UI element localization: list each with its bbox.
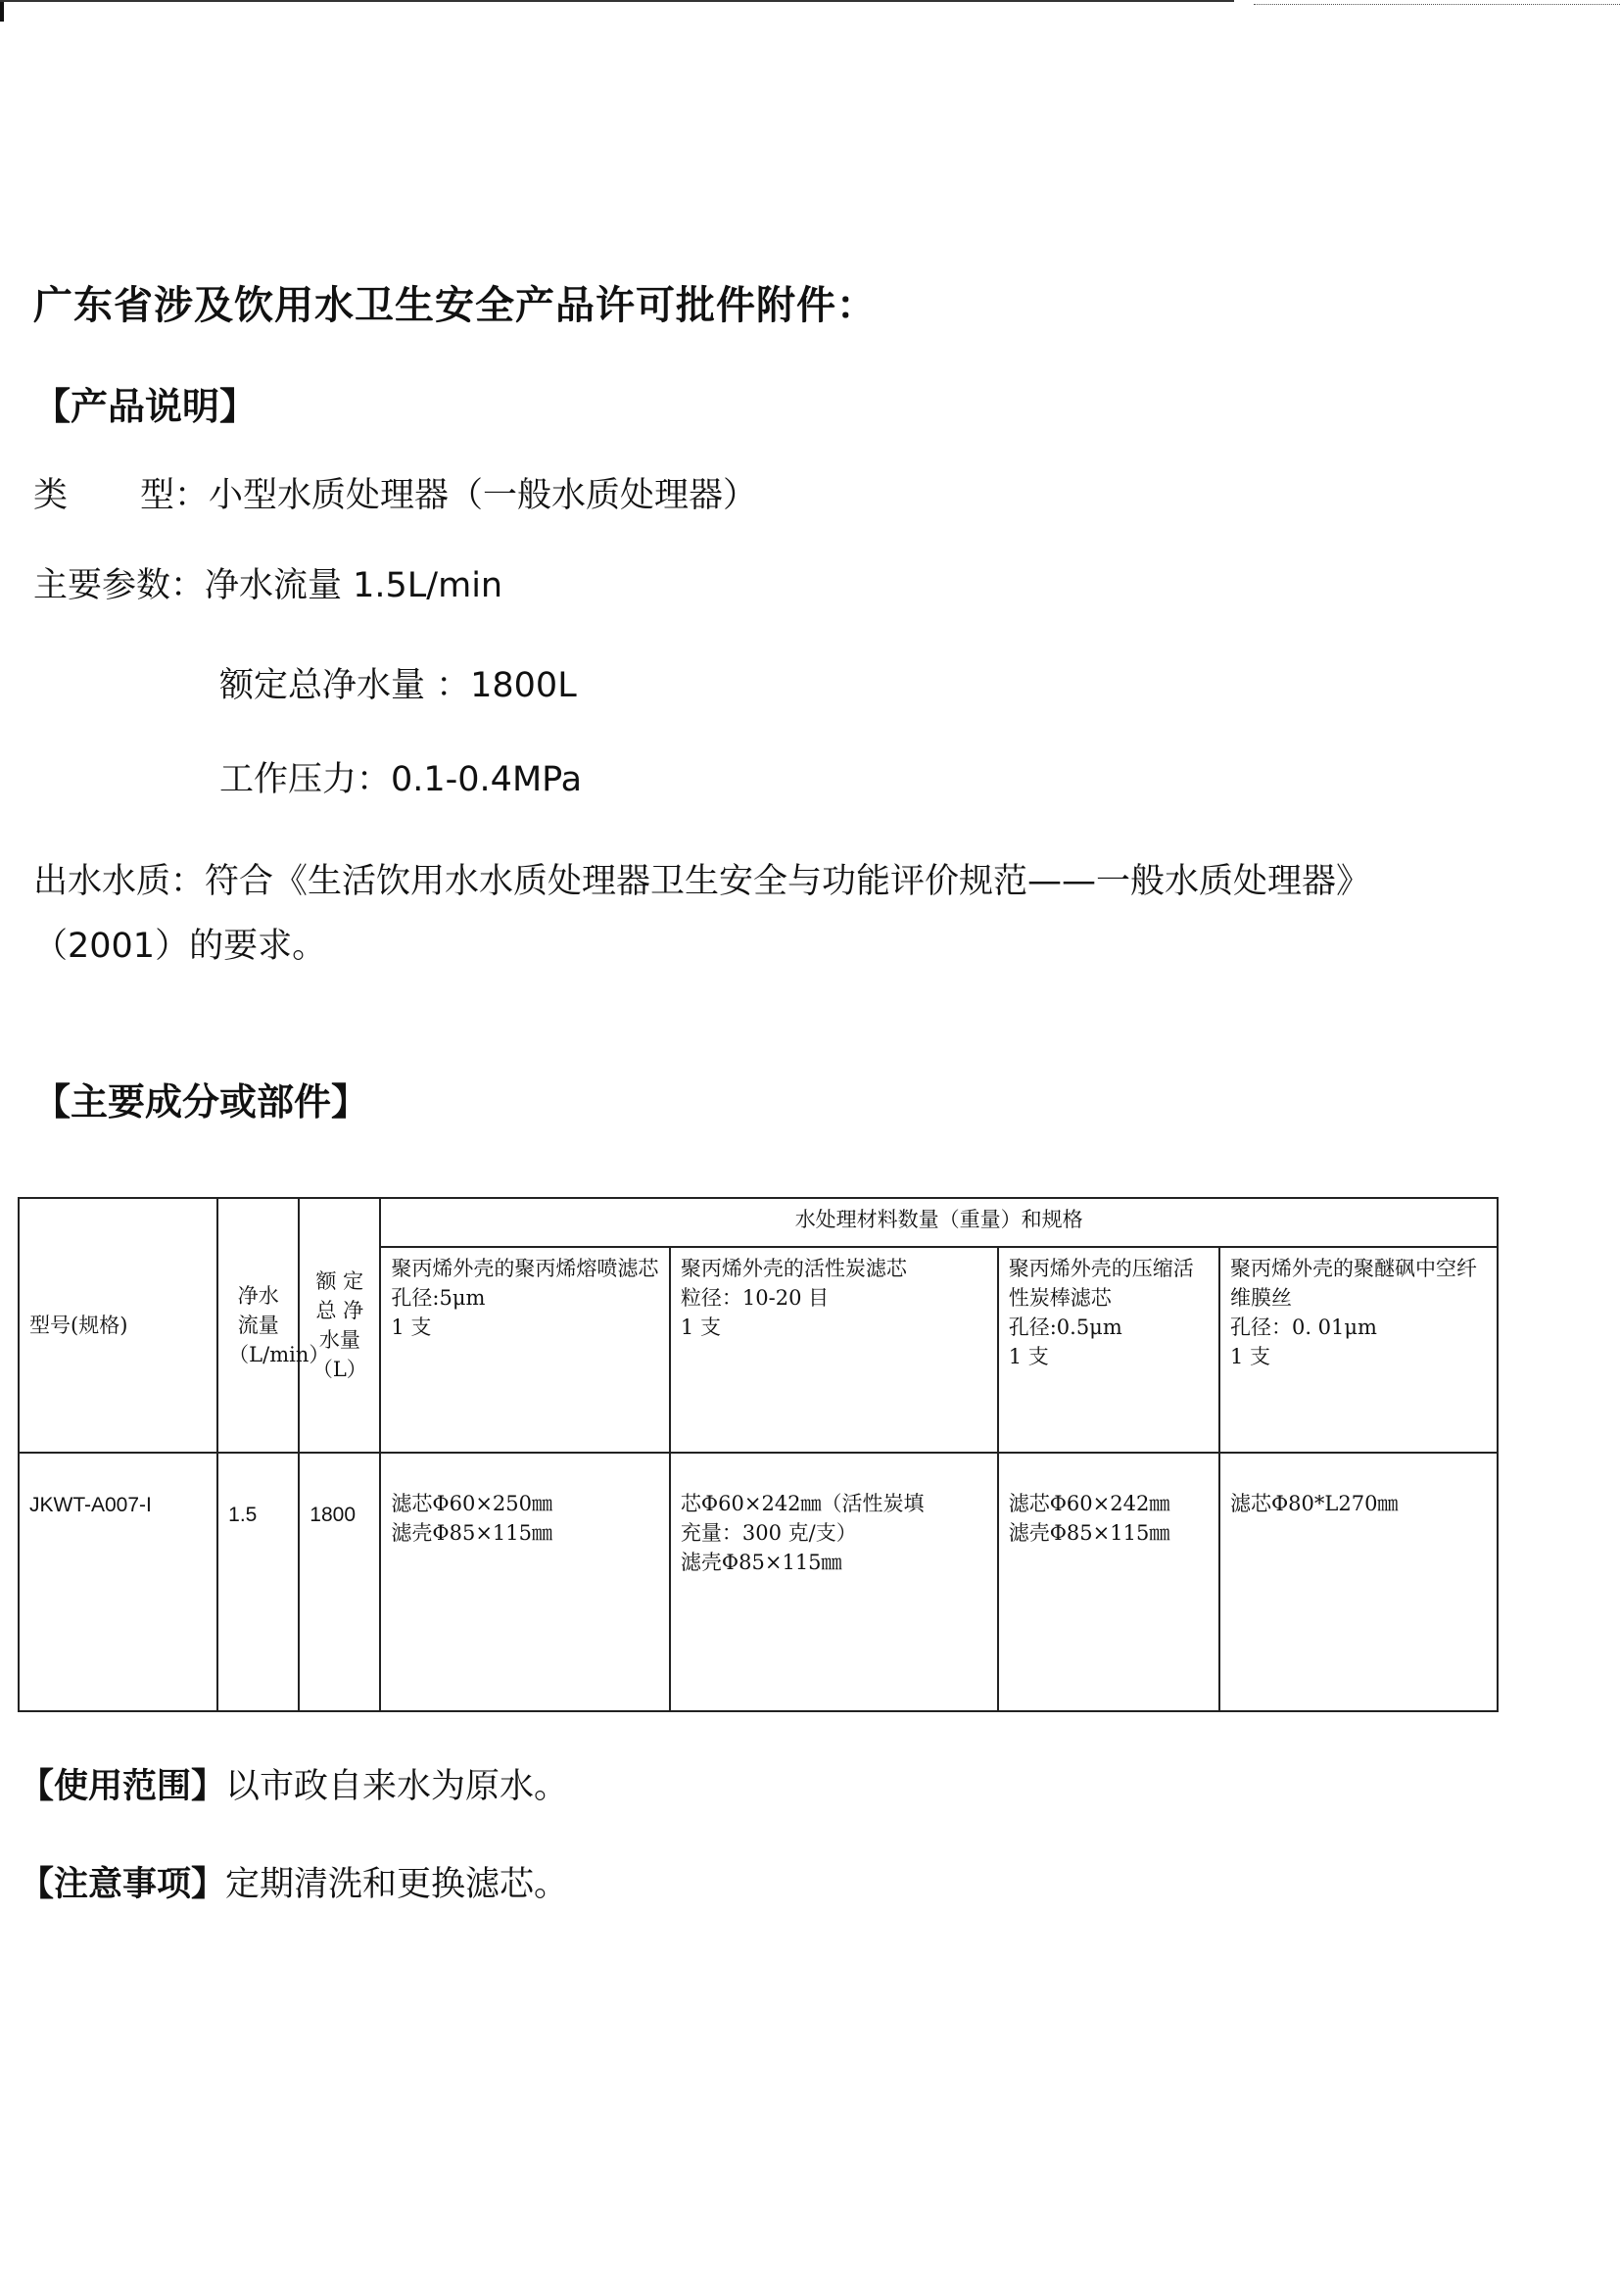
notes-text: 定期清洗和更换滤芯。 — [225, 1865, 569, 1904]
cell-material-2: 芯Φ60×242㎜（活性炭填 充量：300 克/支） 滤壳Φ85×115㎜ — [670, 1453, 998, 1711]
param-total: 额定总净水量 ：1800L — [219, 666, 577, 705]
cell-flow: 1.5 — [217, 1453, 299, 1711]
quality-label: 出水水质： — [33, 862, 206, 901]
type-label-a: 类 — [33, 476, 69, 515]
params-line — [33, 558, 502, 607]
type-label-b: 型： — [140, 476, 210, 515]
cell-model: JKWT-A007-I — [19, 1453, 217, 1711]
quality-text-2: （2001）的要求。 — [33, 927, 327, 966]
param-pressure: 工作压力：0.1-0.4MPa — [219, 760, 583, 799]
product-section-heading: 【产品说明】 — [33, 385, 258, 428]
components-section-heading: 【主要成分或部件】 — [33, 1080, 369, 1124]
notes-heading: 【注意事项】 — [20, 1865, 226, 1904]
cell-material-3: 滤芯Φ60×242㎜ 滤壳Φ85×115㎜ — [998, 1453, 1219, 1711]
param-flow: 净水流量 1.5L/min — [205, 566, 503, 605]
document-title: 广东省涉及饮用水卫生安全产品许可批件附件： — [33, 283, 877, 328]
scan-edge-line — [0, 0, 1234, 2]
usage-heading: 【使用范围】 — [20, 1767, 226, 1806]
quality-line — [33, 854, 1370, 903]
cell-material-1: 滤芯Φ60×250㎜ 滤壳Φ85×115㎜ — [380, 1453, 670, 1711]
header-total: 额 定总 净水量（L） — [299, 1198, 380, 1453]
scan-edge-dots — [1254, 4, 1620, 6]
material-cell: 聚丙烯外壳的聚醚砜中空纤维膜丝 孔径：0. 01μm 1 支 — [1219, 1247, 1498, 1453]
scan-edge-mark — [0, 0, 4, 22]
material-cell: 聚丙烯外壳的活性炭滤芯 粒径：10-20 目 1 支 — [670, 1247, 998, 1453]
table-row — [19, 1453, 1498, 1711]
header-flow: 净水流量（L/min） — [217, 1198, 299, 1453]
type-line — [33, 468, 757, 517]
table-header-row — [19, 1198, 1498, 1247]
material-cell: 聚丙烯外壳的聚丙烯熔喷滤芯 孔径:5μm 1 支 — [380, 1247, 670, 1453]
quality-text-1: 符合《生活饮用水水质处理器卫生安全与功能评价规范——一般水质处理器》 — [205, 862, 1371, 901]
components-table — [18, 1197, 1499, 1712]
header-materials-group: 水处理材料数量（重量）和规格 — [380, 1198, 1498, 1247]
cell-total: 1800 — [299, 1453, 380, 1711]
header-model: 型号(规格) — [19, 1198, 217, 1453]
cell-material-4: 滤芯Φ80*L270㎜ — [1219, 1453, 1498, 1711]
params-label: 主要参数： — [33, 566, 206, 605]
usage-line — [20, 1759, 568, 1808]
usage-text: 以市政自来水为原水。 — [225, 1767, 569, 1806]
notes-line — [20, 1857, 568, 1906]
type-value: 小型水质处理器（一般水质处理器） — [209, 476, 758, 515]
material-cell: 聚丙烯外壳的压缩活性炭棒滤芯 孔径:0.5μm 1 支 — [998, 1247, 1219, 1453]
